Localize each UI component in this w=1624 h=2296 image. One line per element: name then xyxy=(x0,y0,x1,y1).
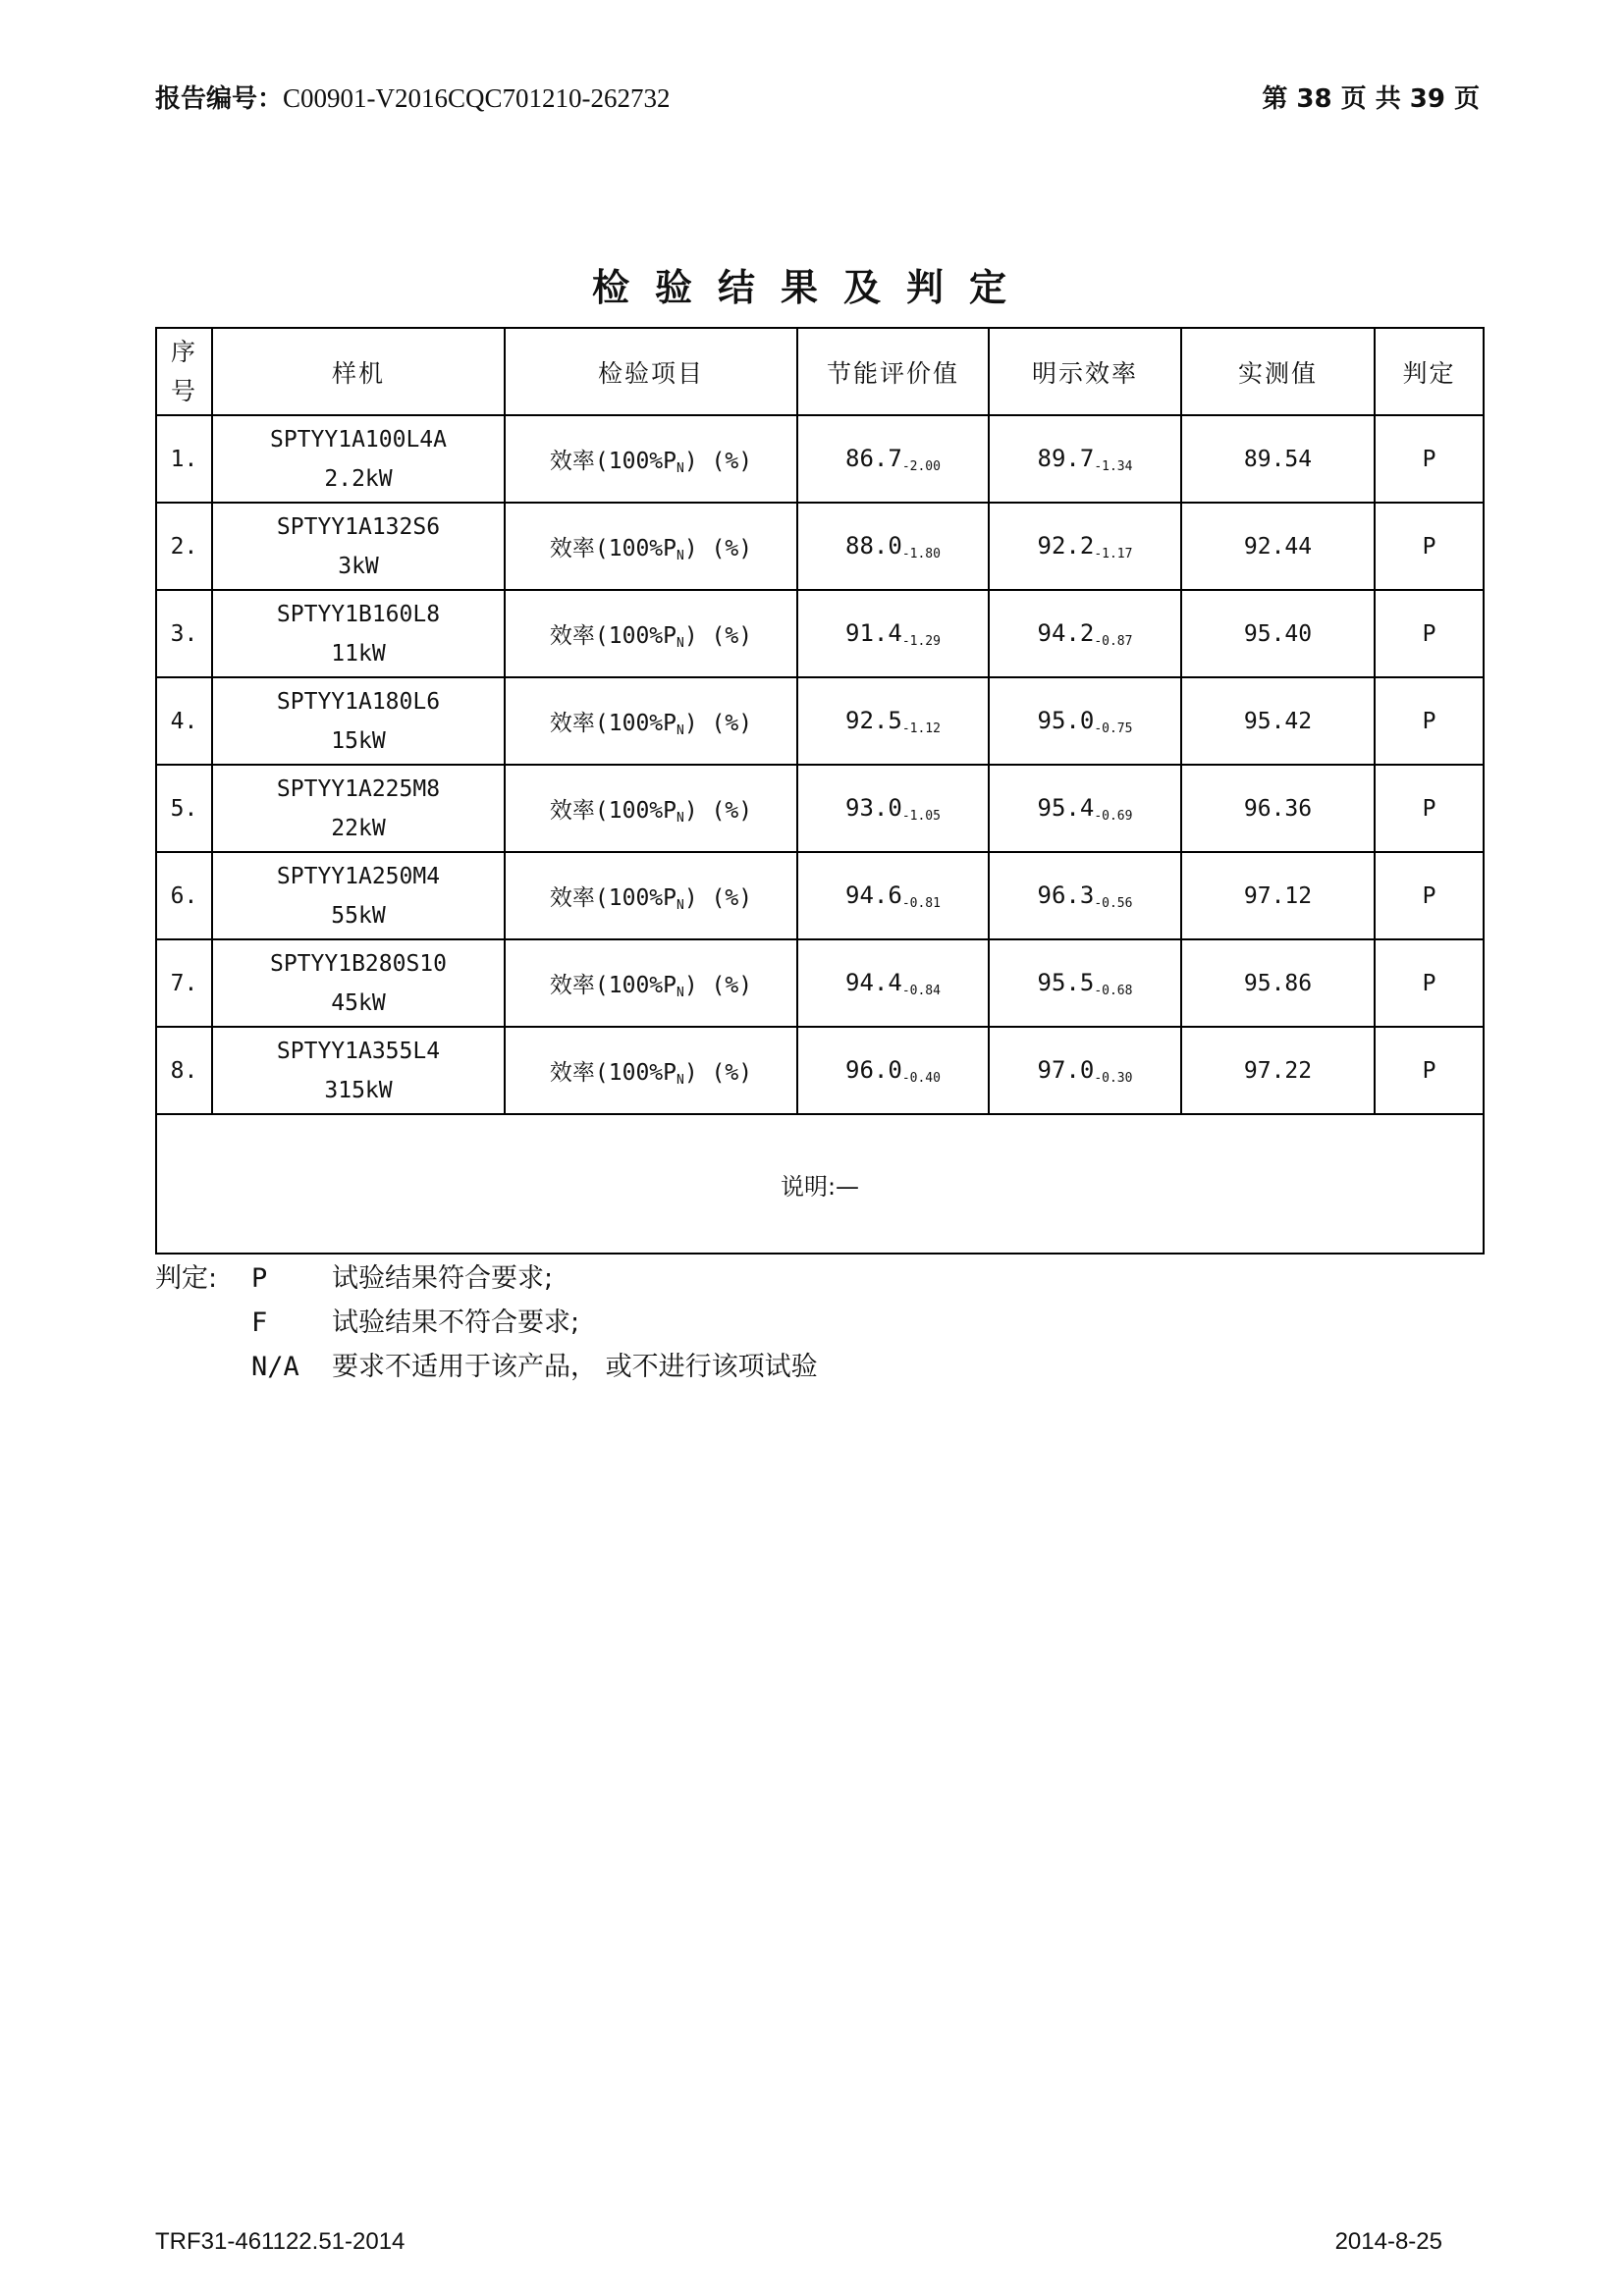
table-header-row xyxy=(156,328,1484,415)
footer-date: 2014-8-25 xyxy=(1334,2228,1442,2255)
table-row xyxy=(156,503,1484,590)
marked-tolerance: -0.75 xyxy=(1094,721,1133,736)
item-subscript: N xyxy=(677,897,684,913)
item-tail: ) (%) xyxy=(683,1059,753,1086)
cell-seq: 5. xyxy=(156,765,212,852)
cell-item xyxy=(505,852,797,939)
cell-marked-efficiency xyxy=(989,765,1181,852)
cell-seq: 1. xyxy=(156,415,212,503)
item-text: 效率(100%P xyxy=(549,1059,677,1086)
cell-sample xyxy=(212,1027,505,1114)
sample-power: 15kW xyxy=(331,727,386,754)
cell-eval-value xyxy=(797,590,989,677)
cell-verdict: P xyxy=(1375,852,1484,939)
item-text: 效率(100%P xyxy=(549,972,677,998)
legend-code: P xyxy=(251,1263,268,1294)
item-text: 效率(100%P xyxy=(549,448,677,474)
legend-label: 判定: xyxy=(155,1263,218,1294)
marked-value: 95.5 xyxy=(1037,968,1095,996)
marked-tolerance: -0.30 xyxy=(1094,1070,1133,1086)
legend-code: N/A xyxy=(251,1352,299,1382)
cell-verdict: P xyxy=(1375,939,1484,1027)
cell-seq: 4. xyxy=(156,677,212,765)
cell-measured-value: 97.22 xyxy=(1181,1027,1375,1114)
cell-sample xyxy=(212,677,505,765)
sample-power: 11kW xyxy=(331,640,386,667)
cell-eval-value xyxy=(797,503,989,590)
item-text: 效率(100%P xyxy=(549,884,677,911)
legend-text: 试验结果符合要求; xyxy=(332,1263,554,1294)
marked-value: 96.3 xyxy=(1037,881,1095,909)
sample-power: 55kW xyxy=(331,902,386,929)
item-tail: ) (%) xyxy=(683,448,753,474)
marked-value: 89.7 xyxy=(1037,444,1095,472)
cell-seq: 6. xyxy=(156,852,212,939)
item-tail: ) (%) xyxy=(683,622,753,649)
sample-power: 3kW xyxy=(338,553,379,579)
cell-marked-efficiency xyxy=(989,1027,1181,1114)
item-text: 效率(100%P xyxy=(549,710,677,736)
note-cell: 说明:— xyxy=(156,1114,1484,1254)
cell-marked-efficiency xyxy=(989,852,1181,939)
cell-seq: 8. xyxy=(156,1027,212,1114)
header-seq xyxy=(156,328,212,415)
cell-sample xyxy=(212,590,505,677)
cell-verdict: P xyxy=(1375,503,1484,590)
cell-verdict: P xyxy=(1375,590,1484,677)
cell-measured-value: 95.40 xyxy=(1181,590,1375,677)
header-seq-line2: 号 xyxy=(170,376,197,405)
legend-text: 试验结果不符合要求; xyxy=(332,1308,580,1338)
cell-eval-value xyxy=(797,677,989,765)
eval-tolerance: -1.29 xyxy=(901,633,941,649)
cell-item xyxy=(505,503,797,590)
cell-measured-value: 97.12 xyxy=(1181,852,1375,939)
sample-model: SPTYY1A355L4 xyxy=(276,1038,441,1064)
header-measured-value: 实测值 xyxy=(1181,328,1375,415)
eval-value: 94.6 xyxy=(845,881,902,909)
eval-value: 96.0 xyxy=(845,1055,902,1084)
sample-model: SPTYY1B160L8 xyxy=(276,601,441,627)
cell-marked-efficiency xyxy=(989,590,1181,677)
item-tail: ) (%) xyxy=(683,535,753,561)
cell-sample xyxy=(212,415,505,503)
item-subscript: N xyxy=(677,635,684,651)
eval-tolerance: -0.84 xyxy=(901,983,941,998)
form-code: TRF31-461122.51-2014 xyxy=(155,2228,406,2255)
header-sample: 样机 xyxy=(212,328,505,415)
legend-code: F xyxy=(251,1308,268,1338)
report-number xyxy=(155,79,671,115)
sample-model: SPTYY1A180L6 xyxy=(276,688,441,715)
sample-model: SPTYY1A250M4 xyxy=(276,863,441,889)
cell-sample xyxy=(212,939,505,1027)
cell-measured-value: 95.42 xyxy=(1181,677,1375,765)
cell-eval-value xyxy=(797,765,989,852)
marked-value: 97.0 xyxy=(1037,1055,1095,1084)
cell-seq: 2. xyxy=(156,503,212,590)
marked-tolerance: -0.68 xyxy=(1094,983,1133,998)
cell-sample xyxy=(212,765,505,852)
eval-tolerance: -1.80 xyxy=(901,546,941,561)
marked-value: 95.0 xyxy=(1037,706,1095,734)
eval-value: 92.5 xyxy=(845,706,902,734)
sample-model: SPTYY1A100L4A xyxy=(269,426,447,453)
cell-seq: 7. xyxy=(156,939,212,1027)
results-table xyxy=(155,327,1485,1255)
item-subscript: N xyxy=(677,1072,684,1088)
cell-verdict: P xyxy=(1375,677,1484,765)
cell-measured-value: 96.36 xyxy=(1181,765,1375,852)
sample-model: SPTYY1A132S6 xyxy=(276,513,441,540)
cell-eval-value xyxy=(797,852,989,939)
header-seq-line1: 序 xyxy=(170,337,197,366)
item-subscript: N xyxy=(677,548,684,563)
header-marked-efficiency: 明示效率 xyxy=(989,328,1181,415)
legend-text: 要求不适用于该产品， 或不进行该项试验 xyxy=(332,1352,818,1382)
cell-item xyxy=(505,590,797,677)
eval-value: 94.4 xyxy=(845,968,902,996)
eval-tolerance: -2.00 xyxy=(901,458,941,474)
sample-power: 315kW xyxy=(324,1077,393,1103)
cell-eval-value xyxy=(797,415,989,503)
eval-tolerance: -1.12 xyxy=(901,721,941,736)
item-text: 效率(100%P xyxy=(549,535,677,561)
cell-marked-efficiency xyxy=(989,503,1181,590)
marked-tolerance: -0.69 xyxy=(1094,808,1133,824)
cell-measured-value: 95.86 xyxy=(1181,939,1375,1027)
sample-power: 22kW xyxy=(331,815,386,841)
marked-value: 92.2 xyxy=(1037,531,1095,560)
cell-item xyxy=(505,1027,797,1114)
table-row xyxy=(156,590,1484,677)
cell-eval-value xyxy=(797,939,989,1027)
page-header xyxy=(155,79,1480,115)
eval-tolerance: -1.05 xyxy=(901,808,941,824)
cell-verdict: P xyxy=(1375,765,1484,852)
sample-model: SPTYY1A225M8 xyxy=(276,775,441,802)
verdict-legend xyxy=(155,1256,818,1389)
marked-tolerance: -0.56 xyxy=(1094,895,1133,911)
cell-item xyxy=(505,415,797,503)
marked-tolerance: -1.17 xyxy=(1094,546,1133,561)
marked-tolerance: -1.34 xyxy=(1094,458,1133,474)
item-subscript: N xyxy=(677,460,684,476)
legend-line xyxy=(155,1345,818,1389)
item-subscript: N xyxy=(677,722,684,738)
cell-item xyxy=(505,939,797,1027)
marked-value: 95.4 xyxy=(1037,793,1095,822)
table-row xyxy=(156,415,1484,503)
sample-power: 2.2kW xyxy=(324,465,393,492)
table-row xyxy=(156,1027,1484,1114)
item-text: 效率(100%P xyxy=(549,797,677,824)
cell-sample xyxy=(212,852,505,939)
item-tail: ) (%) xyxy=(683,797,753,824)
header-item: 检验项目 xyxy=(505,328,797,415)
document-title: 检验结果及判定 xyxy=(591,266,1032,309)
eval-tolerance: -0.81 xyxy=(901,895,941,911)
sample-power: 45kW xyxy=(331,989,386,1016)
cell-verdict: P xyxy=(1375,1027,1484,1114)
item-tail: ) (%) xyxy=(683,884,753,911)
cell-marked-efficiency xyxy=(989,677,1181,765)
table-row xyxy=(156,852,1484,939)
cell-sample xyxy=(212,503,505,590)
table-row xyxy=(156,765,1484,852)
table-row xyxy=(156,939,1484,1027)
item-subscript: N xyxy=(677,985,684,1000)
item-tail: ) (%) xyxy=(683,972,753,998)
item-tail: ) (%) xyxy=(683,710,753,736)
cell-item xyxy=(505,677,797,765)
marked-value: 94.2 xyxy=(1037,618,1095,647)
cell-measured-value: 89.54 xyxy=(1181,415,1375,503)
cell-seq: 3. xyxy=(156,590,212,677)
page-footer xyxy=(155,2228,1442,2256)
legend-line xyxy=(155,1301,818,1345)
report-number-value: C00901-V2016CQC701210-262732 xyxy=(283,83,671,113)
header-verdict: 判定 xyxy=(1375,328,1484,415)
cell-item xyxy=(505,765,797,852)
cell-verdict: P xyxy=(1375,415,1484,503)
cell-eval-value xyxy=(797,1027,989,1114)
table-row xyxy=(156,677,1484,765)
cell-measured-value: 92.44 xyxy=(1181,503,1375,590)
item-text: 效率(100%P xyxy=(549,622,677,649)
cell-marked-efficiency xyxy=(989,939,1181,1027)
table-body xyxy=(156,415,1484,1114)
page-info: 第 38 页 共 39 页 xyxy=(1262,84,1480,114)
eval-tolerance: -0.40 xyxy=(901,1070,941,1086)
report-label: 报告编号： xyxy=(155,84,284,114)
item-subscript: N xyxy=(677,810,684,826)
legend-line xyxy=(155,1256,818,1301)
note-row xyxy=(156,1114,1484,1254)
eval-value: 91.4 xyxy=(845,618,902,647)
eval-value: 86.7 xyxy=(845,444,902,472)
eval-value: 88.0 xyxy=(845,531,902,560)
cell-marked-efficiency xyxy=(989,415,1181,503)
sample-model: SPTYY1B280S10 xyxy=(269,950,447,977)
eval-value: 93.0 xyxy=(845,793,902,822)
header-eval-value: 节能评价值 xyxy=(797,328,989,415)
marked-tolerance: -0.87 xyxy=(1094,633,1133,649)
